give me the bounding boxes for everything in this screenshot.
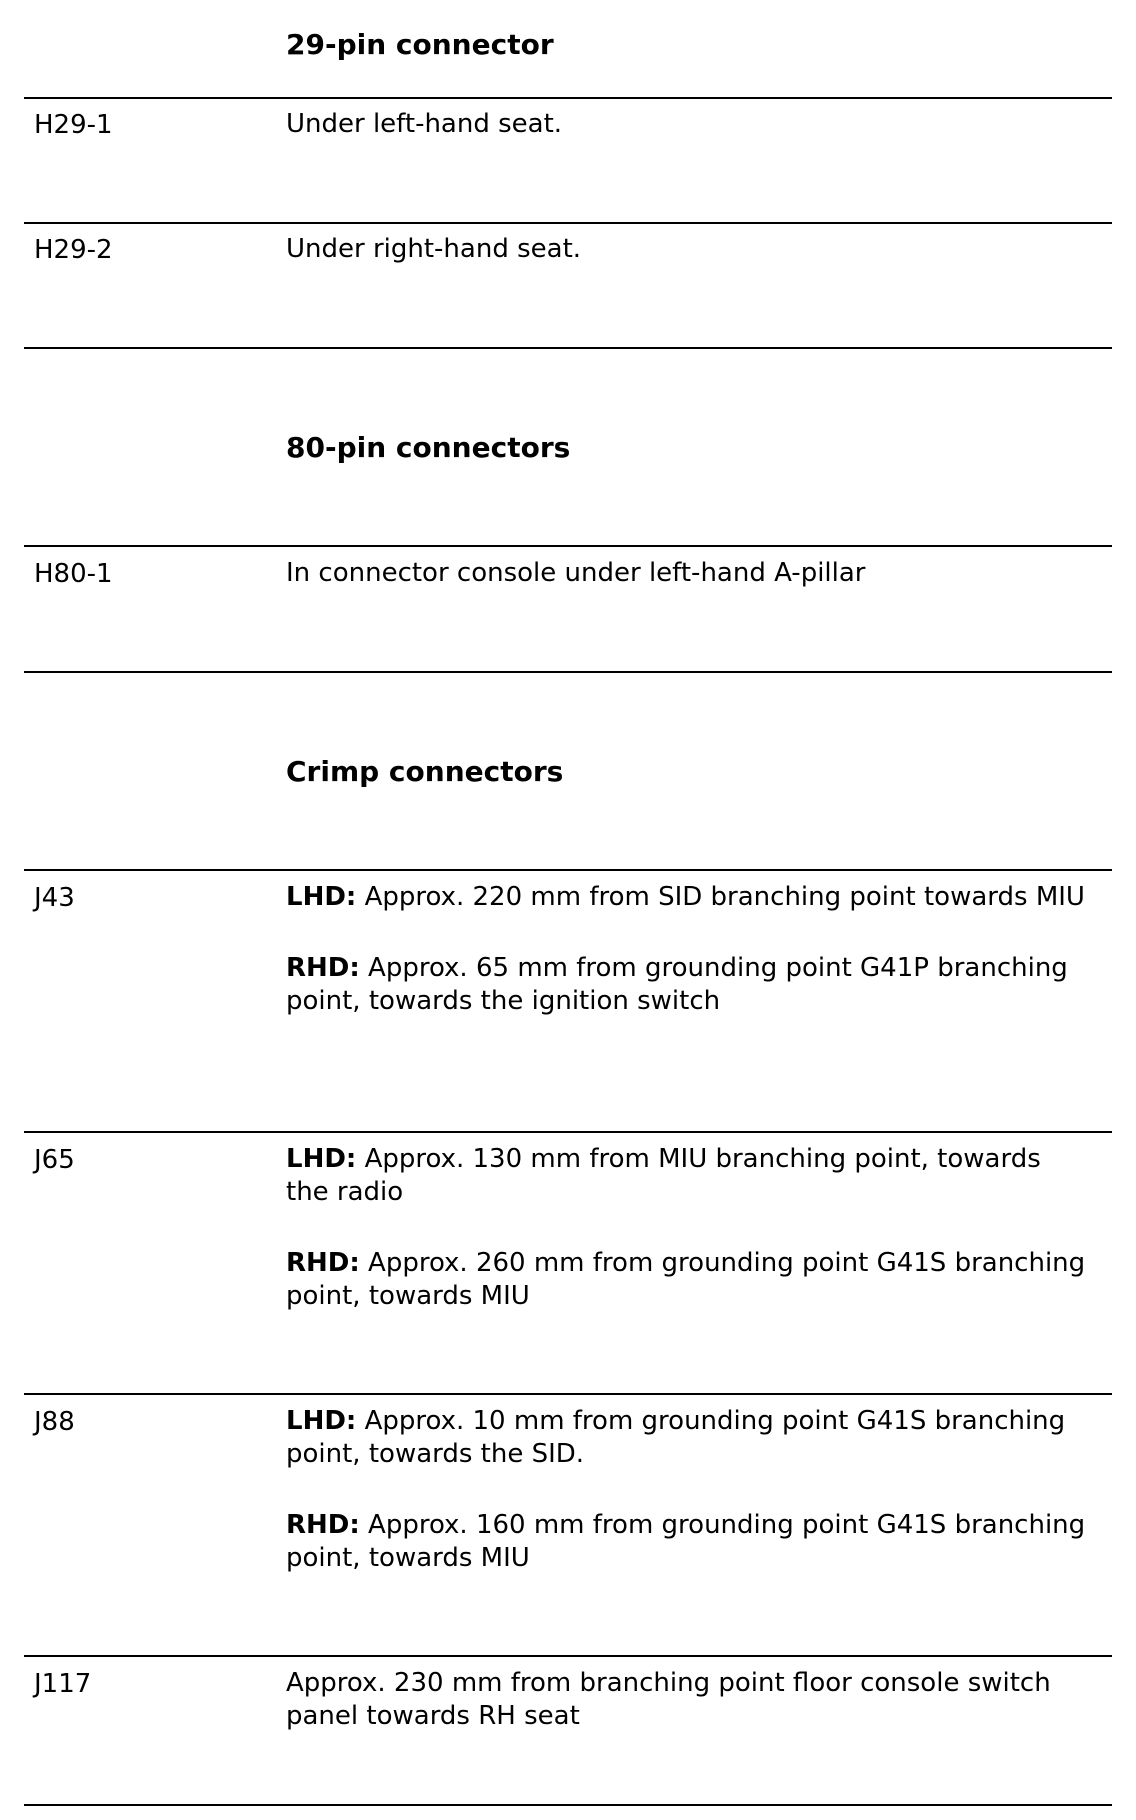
rhd-label: RHD: [286, 1510, 360, 1540]
row-divider [24, 869, 1112, 871]
lhd-label: LHD: [286, 1144, 357, 1174]
connector-code-h29-1: H29-1 [34, 110, 113, 140]
section-heading-29-pin: 29-pin connector [286, 28, 554, 61]
rhd-paragraph [286, 1247, 1086, 1313]
lhd-paragraph [286, 881, 1086, 914]
rhd-label: RHD: [286, 1248, 360, 1278]
connector-location-j43 [286, 881, 1086, 1018]
section-heading-crimp: Crimp connectors [286, 755, 564, 788]
row-divider [24, 222, 1112, 224]
lhd-label: LHD: [286, 882, 357, 912]
connector-location-j88 [286, 1405, 1086, 1575]
lhd-paragraph [286, 1405, 1086, 1471]
connector-code-h80-1: H80-1 [34, 559, 113, 589]
row-divider [24, 1393, 1112, 1395]
row-divider [24, 1131, 1112, 1133]
connector-location-j117: Approx. 230 mm from branching point floor console switch panel towards RH seat [286, 1668, 1051, 1731]
rhd-text: Approx. 65 mm from grounding point G41P branching point, towards the ignition switch [286, 953, 1068, 1016]
connector-location-h80-1: In connector console under left-hand A-pillar [286, 558, 866, 588]
row-divider [24, 97, 1112, 99]
connector-code-j88: J88 [34, 1407, 75, 1437]
connector-code-h29-2: H29-2 [34, 235, 113, 265]
rhd-text: Approx. 260 mm from grounding point G41S branching point, towards MIU [286, 1248, 1086, 1311]
lhd-text: Approx. 10 mm from grounding point G41S branching point, towards the SID. [286, 1406, 1066, 1469]
rhd-paragraph [286, 952, 1086, 1018]
rhd-text: Approx. 160 mm from grounding point G41S branching point, towards MIU [286, 1510, 1086, 1573]
connector-location-h29-1: Under left-hand seat. [286, 109, 563, 139]
section-heading-80-pin: 80-pin connectors [286, 431, 571, 464]
lhd-text: Approx. 130 mm from MIU branching point, towards the radio [286, 1144, 1041, 1207]
lhd-paragraph [286, 1143, 1086, 1209]
row-divider [24, 545, 1112, 547]
row-divider [24, 1655, 1112, 1657]
connector-code-j43: J43 [34, 883, 75, 913]
connector-location-h29-2: Under right-hand seat. [286, 234, 582, 264]
row-divider [24, 347, 1112, 349]
lhd-text: Approx. 220 mm from SID branching point towards MIU [356, 882, 1085, 912]
connector-code-j117: J117 [34, 1669, 92, 1699]
connector-code-j65: J65 [34, 1145, 75, 1175]
row-divider [24, 1804, 1112, 1806]
lhd-label: LHD: [286, 1406, 357, 1436]
row-divider [24, 671, 1112, 673]
rhd-paragraph [286, 1509, 1086, 1575]
connector-location-j65 [286, 1143, 1086, 1313]
rhd-label: RHD: [286, 953, 360, 983]
